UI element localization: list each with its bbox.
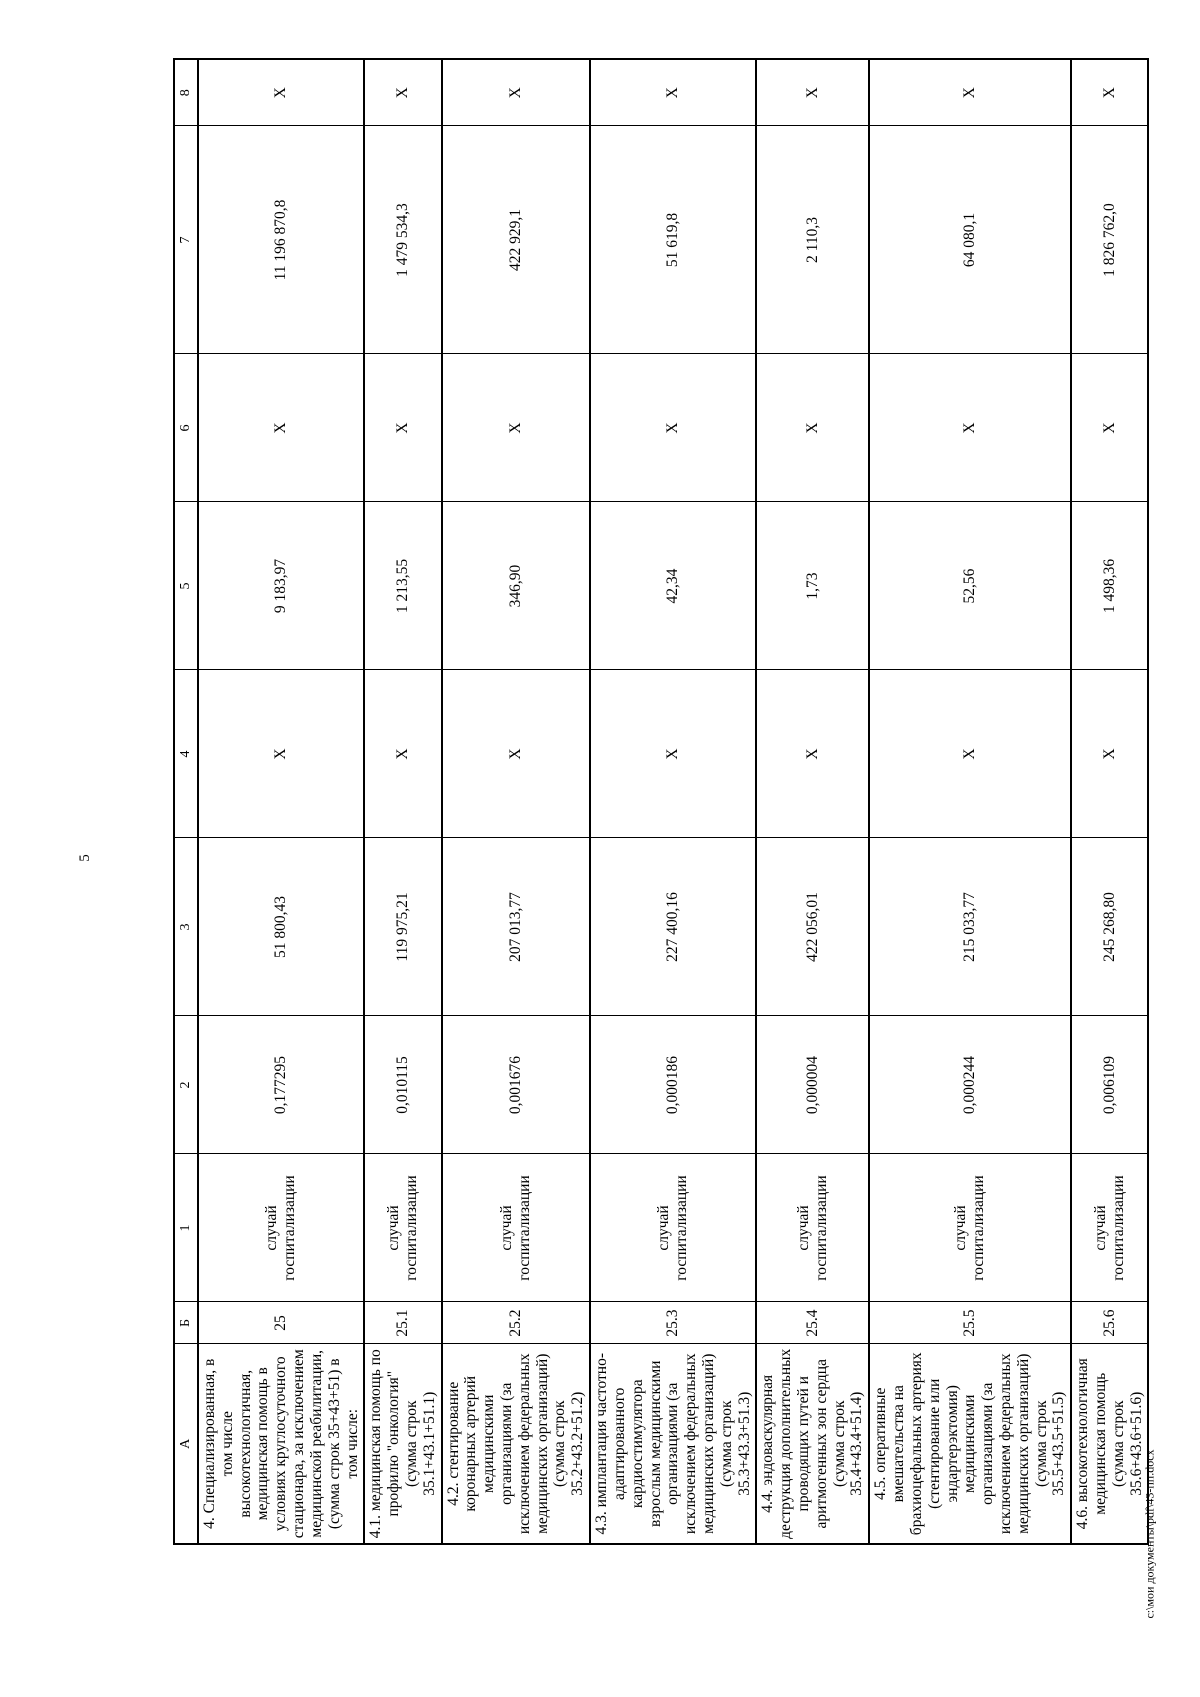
cell-col5: 9 183,97 — [198, 502, 364, 670]
cell-col4: Х — [590, 670, 756, 838]
header-row — [174, 59, 198, 1544]
cell-col5: 1 213,55 — [364, 502, 441, 670]
row-code: 25.2 — [442, 1302, 591, 1344]
cell-col5: 1 498,36 — [1071, 502, 1148, 670]
table-row — [1071, 59, 1148, 1544]
cell-col8: Х — [590, 59, 756, 126]
cell-col5: 1,73 — [756, 502, 869, 670]
cell-col3: 215 033,77 — [869, 838, 1071, 1016]
cell-col3: 227 400,16 — [590, 838, 756, 1016]
cell-col7: 11 196 870,8 — [198, 126, 364, 354]
row-unit: случай госпитализации — [198, 1154, 364, 1302]
cell-col6: Х — [869, 354, 1071, 502]
row-code: 25 — [198, 1302, 364, 1344]
col-header-3: 3 — [174, 838, 198, 1016]
row-code: 25.6 — [1071, 1302, 1148, 1344]
table-row — [364, 59, 441, 1544]
cell-col6: Х — [364, 354, 441, 502]
footer-file-path — [1140, 1434, 1160, 1634]
col-header-a: А — [174, 1344, 198, 1544]
cell-col3: 207 013,77 — [442, 838, 591, 1016]
cell-col3: 119 975,21 — [364, 838, 441, 1016]
cell-col5: 42,34 — [590, 502, 756, 670]
cell-col6: Х — [1071, 354, 1148, 502]
cell-col8: Х — [198, 59, 364, 126]
cell-col6: Х — [442, 354, 591, 502]
row-unit: случай госпитализации — [869, 1154, 1071, 1302]
cell-col5: 346,90 — [442, 502, 591, 670]
row-code: 25.1 — [364, 1302, 441, 1344]
col-header-7: 7 — [174, 126, 198, 354]
footer-text: c:\мои документы\pdf\43-пп.docx — [1142, 1449, 1157, 1619]
cell-col3: 422 056,01 — [756, 838, 869, 1016]
row-code: 25.3 — [590, 1302, 756, 1344]
col-header-6: 6 — [174, 354, 198, 502]
cell-col6: Х — [198, 354, 364, 502]
table-row — [590, 59, 756, 1544]
cell-col8: Х — [756, 59, 869, 126]
cell-col2: 0,006109 — [1071, 1016, 1148, 1154]
row-label: 4. Специализированная, в том числе высокотехнологичная, медицинская помощь в условиях круглосуточного стационара, за исключением медицинской реабилитации, (сумма строк 35+43+51) в том числе: — [198, 1344, 364, 1544]
row-unit: случай госпитализации — [364, 1154, 441, 1302]
table-row — [869, 59, 1071, 1544]
row-label: 4.3. имплантация частотно-адаптированного кардиостимулятора взрослым медицинскими организациями (за исключением федеральных медицинских организаций) (сумма строк 35.3+43.3+51.3) — [590, 1344, 756, 1544]
cell-col8: Х — [364, 59, 441, 126]
col-header-8: 8 — [174, 59, 198, 126]
cell-col2: 0,000186 — [590, 1016, 756, 1154]
row-label: 4.4. эндоваскулярная деструкция дополнительных проводящих путей и аритмогенных зон сердца (сумма строк 35.4+43.4+51.4) — [756, 1344, 869, 1544]
data-table — [173, 58, 1149, 1545]
table-row — [756, 59, 869, 1544]
row-unit: случай госпитализации — [590, 1154, 756, 1302]
cell-col7: 1 479 534,3 — [364, 126, 441, 354]
cell-col8: Х — [1071, 59, 1148, 126]
cell-col5: 52,56 — [869, 502, 1071, 670]
row-label: 4.5. оперативные вмешательства на брахиоцефальных артериях (стентирование или эндартерэктомия) медицинскими организациями (за исключением федеральных медицинских организаций) (сумма строк 35.5+43.5+51.5) — [869, 1344, 1071, 1544]
cell-col4: Х — [364, 670, 441, 838]
table-row — [442, 59, 591, 1544]
cell-col7: 422 929,1 — [442, 126, 591, 354]
cell-col2: 0,010115 — [364, 1016, 441, 1154]
cell-col6: Х — [756, 354, 869, 502]
row-unit: случай госпитализации — [756, 1154, 869, 1302]
cell-col8: Х — [442, 59, 591, 126]
col-header-b: Б — [174, 1302, 198, 1344]
cell-col2: 0,001676 — [442, 1016, 591, 1154]
col-header-4: 4 — [174, 670, 198, 838]
cell-col4: Х — [756, 670, 869, 838]
cell-col2: 0,177295 — [198, 1016, 364, 1154]
row-unit: случай госпитализации — [1071, 1154, 1148, 1302]
cell-col4: Х — [198, 670, 364, 838]
page-number: 5 — [77, 854, 93, 862]
cell-col2: 0,000004 — [756, 1016, 869, 1154]
cell-col7: 1 826 762,0 — [1071, 126, 1148, 354]
row-label: 4.6. высокотехнологичная медицинская помощь (сумма строк 35.6+43.6+51.6) — [1071, 1344, 1148, 1544]
table-row — [198, 59, 364, 1544]
cell-col4: Х — [869, 670, 1071, 838]
cell-col3: 51 800,43 — [198, 838, 364, 1016]
row-label: 4.1. медицинская помощь по профилю "онкология" (сумма строк 35.1+43.1+51.1) — [364, 1344, 441, 1544]
cell-col7: 51 619,8 — [590, 126, 756, 354]
cell-col2: 0,000244 — [869, 1016, 1071, 1154]
cell-col4: Х — [442, 670, 591, 838]
cell-col7: 2 110,3 — [756, 126, 869, 354]
rotated-table-container — [173, 60, 1145, 1545]
cell-col8: Х — [869, 59, 1071, 126]
row-unit: случай госпитализации — [442, 1154, 591, 1302]
cell-col7: 64 080,1 — [869, 126, 1071, 354]
col-header-1: 1 — [174, 1154, 198, 1302]
row-code: 25.5 — [869, 1302, 1071, 1344]
col-header-5: 5 — [174, 502, 198, 670]
row-code: 25.4 — [756, 1302, 869, 1344]
cell-col4: Х — [1071, 670, 1148, 838]
cell-col6: Х — [590, 354, 756, 502]
col-header-2: 2 — [174, 1016, 198, 1154]
cell-col3: 245 268,80 — [1071, 838, 1148, 1016]
row-label: 4.2. стентирование коронарных артерий медицинскими организациями (за исключением федеральных медицинских организаций) (сумма строк 35.2+43.2+51.2) — [442, 1344, 591, 1544]
